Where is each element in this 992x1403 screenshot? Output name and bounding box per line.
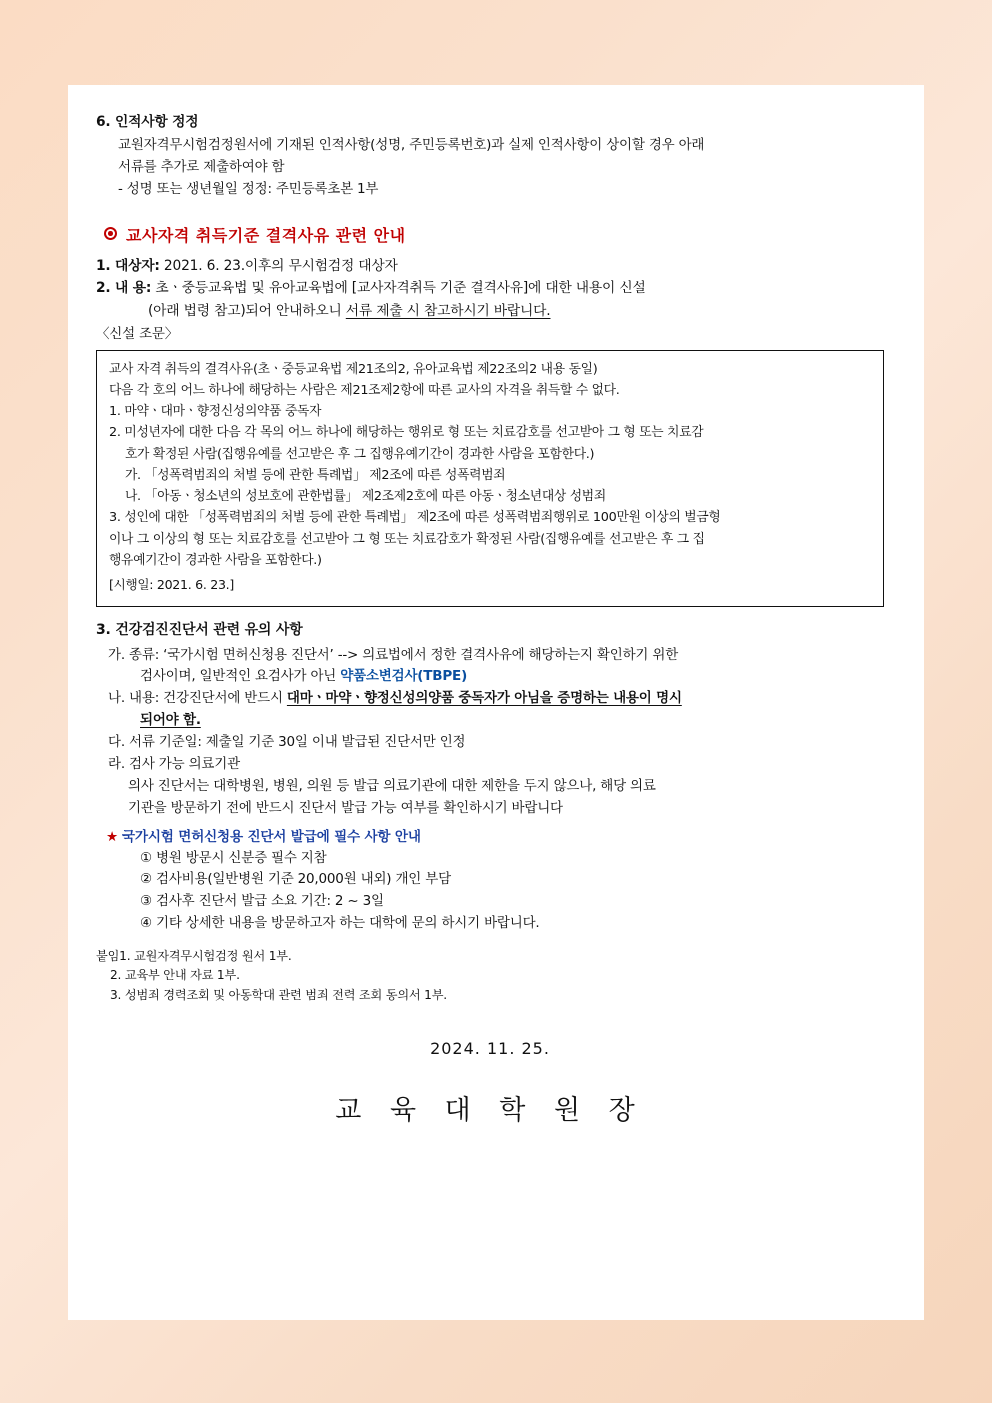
notice-item-2-text: 초ㆍ중등교육법 및 유아교육법에 [교사자격취득 기준 결격사유]에 대한 내용이 신설: [151, 280, 646, 297]
section-3-item-a-line-1: 가. 종류: ‘국가시험 면허신청용 진단서’ --> 의료법에서 정한 결격사유에 해당하는지 확인하기 위한: [108, 646, 679, 663]
spacer: [96, 607, 884, 619]
attachment-item-1: 붙임1. 교원자격무시험검정 원서 1부.: [96, 948, 292, 963]
document-signer: 교 육 대 학 원 장: [335, 1095, 645, 1127]
section-3-item-c: 다. 서류 기준일: 제출일 기준 30일 이내 발급된 진단서만 인정: [108, 734, 466, 751]
section-3-item-d-cont-2: 기관을 방문하기 전에 반드시 진단서 발급 가능 여부를 확인하시기 바랍니다: [128, 799, 563, 816]
section-3-item-d-cont-1: 의사 진단서는 대학병원, 병원, 의원 등 발급 의료기관에 대한 제한을 두지 않으나, 해당 의료: [128, 777, 656, 794]
notice-heading-text: 교사자격 취득기준 결격사유 관련 안내: [126, 225, 406, 245]
law-line-7: 나. 「아동ㆍ청소년의 성보호에 관한법률」 제2조제2호에 따른 아동ㆍ청소년대상 성범죄: [125, 489, 606, 505]
star-icon: ★: [106, 828, 118, 845]
document-page: [68, 85, 924, 1320]
star-heading: [96, 826, 884, 848]
law-line-2: 다음 각 호의 어느 하나에 해당하는 사람은 제21조제2항에 따른 교사의 자격을 취득할 수 없다.: [109, 382, 620, 398]
section-6-line-3: - 성명 또는 생년월일 정정: 주민등록초본 1부: [118, 181, 379, 198]
document-body: [96, 111, 884, 1133]
item-a-line-2-plain: 검사이며, 일반적인 요검사가 아닌: [140, 668, 341, 685]
attachment-item-3: 3. 성범죄 경력조회 및 아동학대 관련 범죄 전력 조회 동의서 1부.: [110, 987, 447, 1002]
attachment-list: [96, 947, 884, 1006]
circled-item-4: ④ 기타 상세한 내용을 방문하고자 하는 대학에 문의 하시기 바랍니다.: [140, 915, 540, 932]
section-3-item-b-line-2: [96, 710, 884, 732]
section-6-title: 6. 인적사항 정정: [96, 114, 199, 130]
notice-item-2-line-2: [96, 300, 884, 322]
item-a-test-name: 약품소변검사(TBPE): [340, 668, 468, 685]
attachment-item-2: 2. 교육부 안내 자료 1부.: [110, 968, 240, 983]
item-b-plain: 나. 내용: 건강진단서에 반드시: [108, 690, 287, 707]
document-date: 2024. 11. 25.: [430, 1038, 550, 1058]
bullet-circle-icon: [104, 227, 117, 240]
notice-item-2-line-2-plain: (아래 법령 참고)되어 안내하오니: [148, 302, 346, 319]
section-6-line-1: 교원자격무시험검정원서에 기재된 인적사항(성명, 주민등록번호)과 실제 인적사항이 상이할 경우 아래: [118, 137, 705, 154]
section-3-title: 3. 건강검진진단서 관련 유의 사항: [96, 621, 303, 638]
circled-item-3: ③ 검사후 진단서 발급 소요 기간: 2 ~ 3일: [140, 893, 384, 910]
item-b-bold-2: 되어야 함.: [140, 712, 201, 729]
law-line-6: 가. 「성폭력범죄의 처벌 등에 관한 특례법」 제2조에 따른 성폭력범죄: [125, 467, 506, 483]
notice-item-2-label: 2. 내 용:: [96, 280, 152, 297]
law-line-9: 이나 그 이상의 형 또는 치료감호를 선고받아 그 형 또는 치료감호가 확정된 사람(집행유예를 선고받은 후 그 집: [109, 531, 705, 547]
notice-item-1-label: 1. 대상자:: [96, 257, 160, 274]
notice-item-2: [96, 277, 884, 299]
circled-item-2: ② 검사비용(일반병원 기준 20,000원 내외) 개인 부담: [140, 871, 451, 888]
section-3-item-d: 라. 검사 가능 의료기관: [108, 755, 240, 772]
law-line-3: 1. 마약ㆍ대마ㆍ향정신성의약품 중독자: [109, 404, 322, 420]
law-line-4: 2. 미성년자에 대한 다음 각 목의 어느 하나에 해당하는 행위로 형 또는 치료감호를 선고받아 그 형 또는 치료감: [109, 425, 704, 441]
law-line-5: 호가 확정된 사람(집행유예를 선고받은 후 그 집행유예기간이 경과한 사람을 포함한다.): [125, 446, 595, 462]
star-heading-text: 국가시험 면허신청용 진단서 발급에 필수 사항 안내: [122, 828, 421, 845]
notice-item-2-line-2-underline: 서류 제출 시 참고하시기 바랍니다.: [345, 302, 551, 319]
notice-item-1: [96, 255, 884, 277]
law-line-8: 3. 성인에 대한 「성폭력범죄의 처벌 등에 관한 특례법」 제2조에 따른 성폭력범죄행위로 100만원 이상의 벌금형: [109, 510, 721, 526]
section-3-item-a-line-2: [96, 666, 884, 688]
new-provision-subheader: 〈신설 조문〉: [96, 325, 179, 342]
notice-heading: [96, 223, 884, 249]
law-text-box: [96, 350, 884, 607]
section-3-item-b-line-1: [96, 688, 884, 710]
law-line-10: 행유예기간이 경과한 사람을 포함한다.): [109, 552, 322, 568]
section-6-line-2: 서류를 추가로 제출하여야 함: [118, 159, 285, 176]
spacer: [96, 935, 884, 947]
spacer: [96, 201, 884, 223]
item-b-bold: 대마ㆍ마약ㆍ향정신성의양품 중독자가 아님을 증명하는 내용이 명시: [286, 690, 682, 707]
notice-item-1-text: 2021. 6. 23.이후의 무시험검정 대상자: [159, 257, 398, 274]
law-line-1: 교사 자격 취득의 결격사유(초ㆍ중등교육법 제21조의2, 유아교육법 제22조의2 내용 동일): [109, 361, 598, 377]
law-effective-date: [시행일: 2021. 6. 23.]: [109, 577, 234, 593]
circled-item-1: ① 병원 방문시 신분증 필수 지참: [140, 849, 327, 866]
